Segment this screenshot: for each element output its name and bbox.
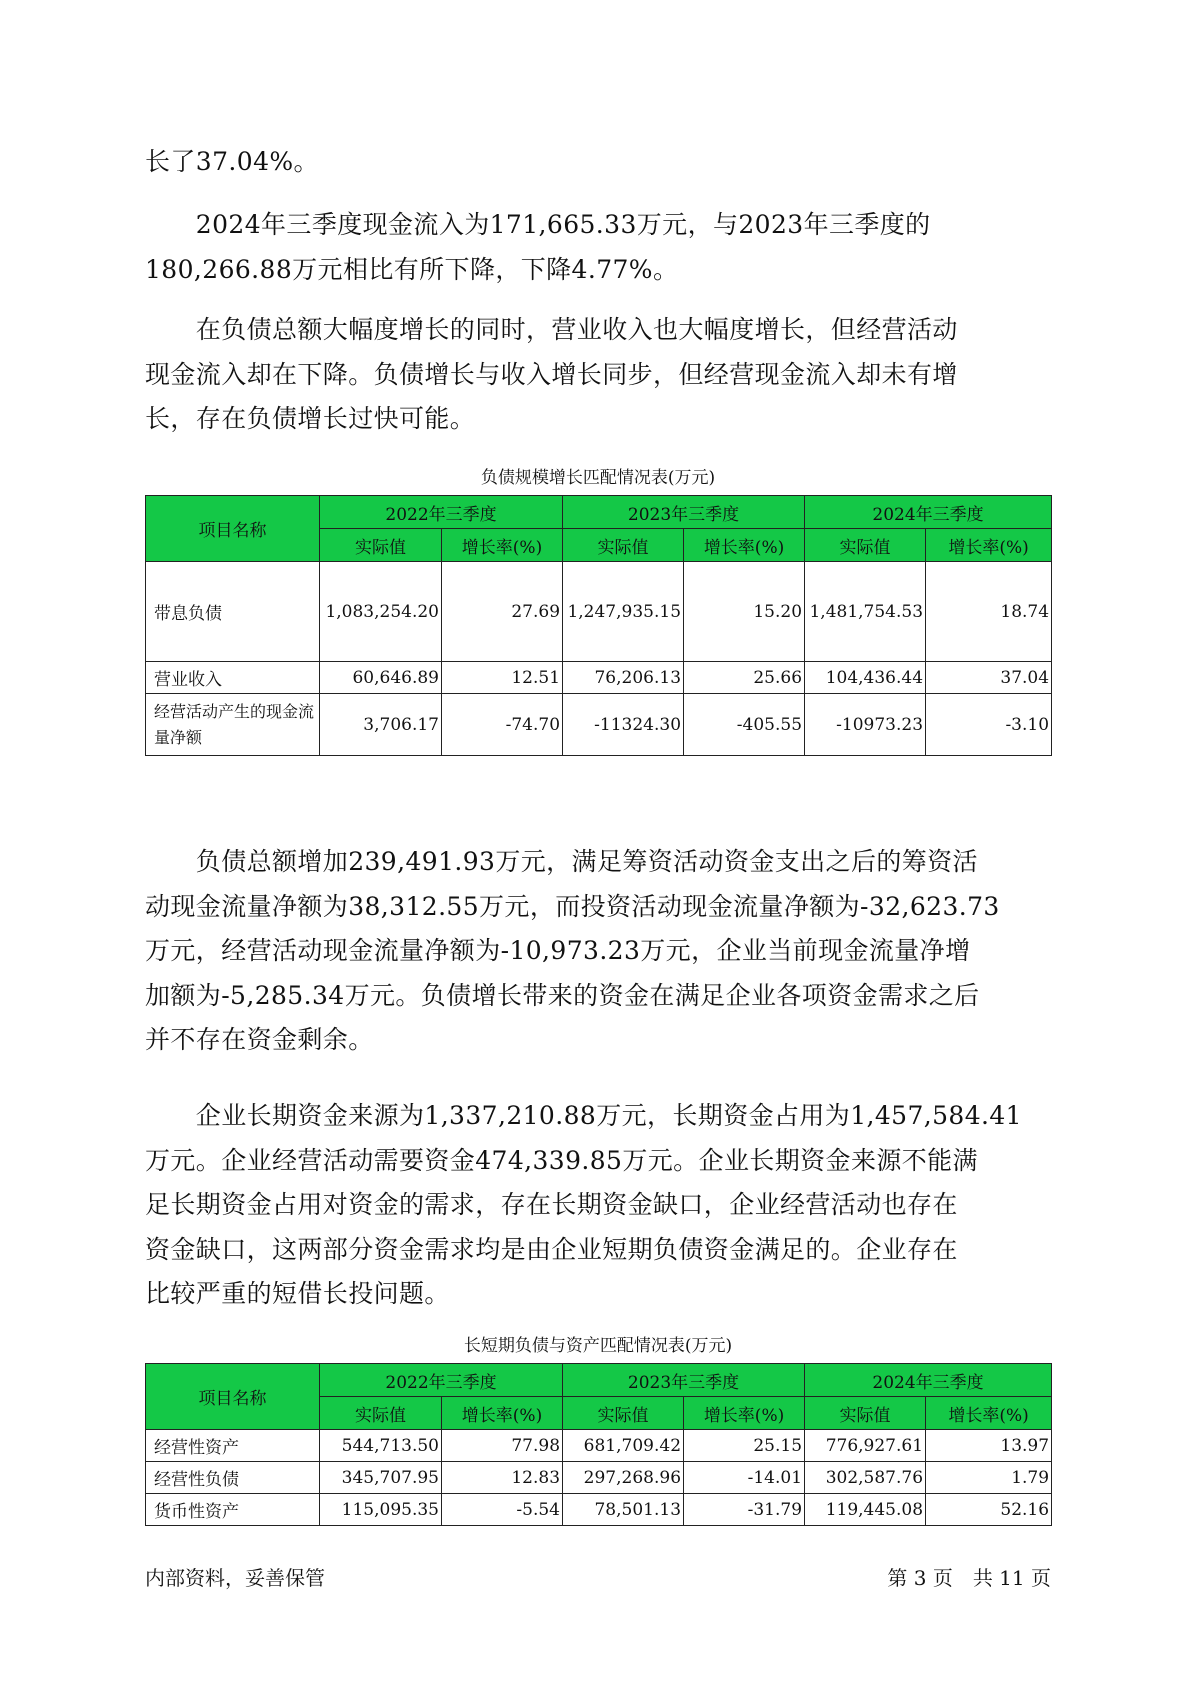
cell: -405.55 bbox=[684, 694, 805, 756]
footer-page-number: 第 3 页 共 11 页 bbox=[887, 1566, 1051, 1590]
cell: 12.83 bbox=[442, 1462, 563, 1494]
text-line: 比较严重的短借长投问题。 bbox=[145, 1279, 450, 1308]
text-line: 万元，经营活动现金流量净额为-10,973.23万元，企业当前现金流量净增 bbox=[145, 936, 971, 965]
cell: 1.79 bbox=[926, 1462, 1052, 1494]
cell: 76,206.13 bbox=[563, 662, 684, 694]
header-growth: 增长率(%) bbox=[684, 1397, 805, 1430]
header-period: 2022年三季度 bbox=[320, 496, 563, 529]
cell: -74.70 bbox=[442, 694, 563, 756]
cell: -11324.30 bbox=[563, 694, 684, 756]
row-name: 经营性资产 bbox=[146, 1430, 320, 1462]
text-line: 在负债总额大幅度增长的同时，营业收入也大幅度增长，但经营活动 bbox=[145, 315, 958, 344]
paragraph-3 bbox=[145, 308, 1065, 442]
debt-growth-table bbox=[145, 495, 1052, 756]
text-line: 180,266.88万元相比有所下降，下降4.77%。 bbox=[145, 254, 679, 284]
row-name: 带息负债 bbox=[146, 562, 320, 662]
text-line: 2024年三季度现金流入为171,665.33万元，与2023年三季度的 bbox=[145, 210, 931, 239]
header-actual: 实际值 bbox=[320, 1397, 442, 1430]
header-actual: 实际值 bbox=[805, 529, 926, 562]
paragraph-4 bbox=[145, 840, 1065, 1063]
table-row bbox=[146, 662, 1052, 694]
cell: 60,646.89 bbox=[320, 662, 442, 694]
row-name: 营业收入 bbox=[146, 662, 320, 694]
row-name: 经营性负债 bbox=[146, 1462, 320, 1494]
header-growth: 增长率(%) bbox=[442, 529, 563, 562]
row-name: 货币性资产 bbox=[146, 1494, 320, 1526]
debt-asset-match-table bbox=[145, 1363, 1052, 1526]
cell: 302,587.76 bbox=[805, 1462, 926, 1494]
cell: 12.51 bbox=[442, 662, 563, 694]
text-line: 负债总额增加239,491.93万元，满足筹资活动资金支出之后的筹资活 bbox=[145, 847, 978, 876]
header-actual: 实际值 bbox=[563, 529, 684, 562]
header-growth: 增长率(%) bbox=[442, 1397, 563, 1430]
cell: 3,706.17 bbox=[320, 694, 442, 756]
cell: 345,707.95 bbox=[320, 1462, 442, 1494]
cell: 1,481,754.53 bbox=[805, 562, 926, 662]
paragraph-5 bbox=[145, 1094, 1065, 1317]
cell: 77.98 bbox=[442, 1430, 563, 1462]
text-line: 并不存在资金剩余。 bbox=[145, 1025, 374, 1054]
text-line: 足长期资金占用对资金的需求，存在长期资金缺口，企业经营活动也存在 bbox=[145, 1190, 958, 1219]
cell: -14.01 bbox=[684, 1462, 805, 1494]
paragraph-2 bbox=[145, 203, 1065, 292]
cell: 1,083,254.20 bbox=[320, 562, 442, 662]
header-growth: 增长率(%) bbox=[684, 529, 805, 562]
cell: 1,247,935.15 bbox=[563, 562, 684, 662]
table-caption: 负债规模增长匹配情况表(万元) bbox=[480, 468, 716, 488]
footer-confidential: 内部资料，妥善保管 bbox=[145, 1566, 325, 1590]
cell: 681,709.42 bbox=[563, 1430, 684, 1462]
header-actual: 实际值 bbox=[563, 1397, 684, 1430]
cell: 13.97 bbox=[926, 1430, 1052, 1462]
header-growth: 增长率(%) bbox=[926, 1397, 1052, 1430]
cell: -5.54 bbox=[442, 1494, 563, 1526]
table-row bbox=[146, 694, 1052, 756]
text-line: 长，存在负债增长过快可能。 bbox=[145, 404, 476, 433]
header-item-name: 项目名称 bbox=[146, 496, 320, 562]
cell: 15.20 bbox=[684, 562, 805, 662]
cell: 27.69 bbox=[442, 562, 563, 662]
header-period: 2024年三季度 bbox=[805, 1364, 1052, 1397]
text-line: 动现金流量净额为38,312.55万元，而投资活动现金流量净额为-32,623.73 bbox=[145, 891, 1000, 921]
cell: 52.16 bbox=[926, 1494, 1052, 1526]
cell: 297,268.96 bbox=[563, 1462, 684, 1494]
cell: -10973.23 bbox=[805, 694, 926, 756]
cell: 25.15 bbox=[684, 1430, 805, 1462]
cell: 78,501.13 bbox=[563, 1494, 684, 1526]
paragraph-1 bbox=[145, 140, 1065, 185]
header-actual: 实际值 bbox=[805, 1397, 926, 1430]
text-line: 万元。企业经营活动需要资金474,339.85万元。企业长期资金来源不能满 bbox=[145, 1145, 978, 1175]
cell: 776,927.61 bbox=[805, 1430, 926, 1462]
table-caption: 长短期负债与资产匹配情况表(万元) bbox=[463, 1336, 733, 1356]
text-line: 资金缺口，这两部分资金需求均是由企业短期负债资金满足的。企业存在 bbox=[145, 1234, 958, 1264]
cell: 25.66 bbox=[684, 662, 805, 694]
cell: 37.04 bbox=[926, 662, 1052, 694]
text-line: 现金流入却在下降。负债增长与收入增长同步，但经营现金流入却未有增 bbox=[145, 359, 958, 389]
cell: 119,445.08 bbox=[805, 1494, 926, 1526]
header-item-name: 项目名称 bbox=[146, 1364, 320, 1430]
header-growth: 增长率(%) bbox=[926, 529, 1052, 562]
table-row bbox=[146, 1430, 1052, 1462]
cell: -3.10 bbox=[926, 694, 1052, 756]
header-period: 2023年三季度 bbox=[563, 1364, 805, 1397]
header-period: 2024年三季度 bbox=[805, 496, 1052, 529]
cell: 104,436.44 bbox=[805, 662, 926, 694]
header-actual: 实际值 bbox=[320, 529, 442, 562]
table-row bbox=[146, 1462, 1052, 1494]
table-row bbox=[146, 1494, 1052, 1526]
text-line: 长了37.04%。 bbox=[145, 147, 319, 176]
text-line: 加额为-5,285.34万元。负债增长带来的资金在满足企业各项资金需求之后 bbox=[145, 980, 980, 1010]
header-period: 2023年三季度 bbox=[563, 496, 805, 529]
row-name: 经营活动产生的现金流量净额 bbox=[146, 694, 320, 756]
cell: 115,095.35 bbox=[320, 1494, 442, 1526]
header-period: 2022年三季度 bbox=[320, 1364, 563, 1397]
text-line: 企业长期资金来源为1,337,210.88万元，长期资金占用为1,457,584.41 bbox=[145, 1101, 1022, 1130]
cell: 544,713.50 bbox=[320, 1430, 442, 1462]
cell: 18.74 bbox=[926, 562, 1052, 662]
cell: -31.79 bbox=[684, 1494, 805, 1526]
table-row bbox=[146, 562, 1052, 662]
